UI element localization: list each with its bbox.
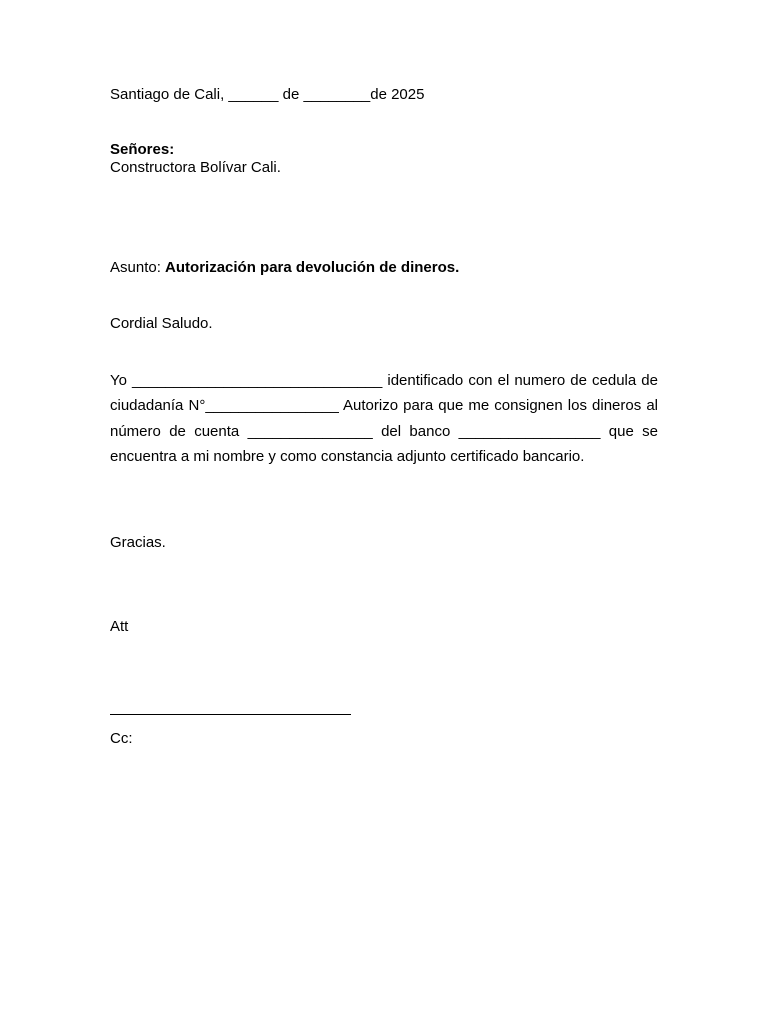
addressee-label: Señores: [110,141,175,158]
subject-label: Asunto: [110,259,166,276]
body-paragraph: Yo ______________________________ identificado con el numero de cedula de ciudadanía N°________________ Autorizo para que me consignen los dineros al número de cuenta _______________ del banco _________________ que se encuentra a mi nombre y como constancia adjunto certificado bancario. [110,372,658,465]
cc-label: Cc: [110,730,133,747]
closing-line: Att [110,618,129,635]
date-line: Santiago de Cali, ______ de ________de 2025 [110,86,425,103]
subject-text: Autorización para devolución de dineros. [165,259,460,276]
signature-line [110,714,351,715]
greeting: Cordial Saludo. [110,315,213,332]
addressee-name: Constructora Bolívar Cali. [110,159,281,176]
subject-line [110,259,459,277]
thanks-line: Gracias. [110,534,166,551]
